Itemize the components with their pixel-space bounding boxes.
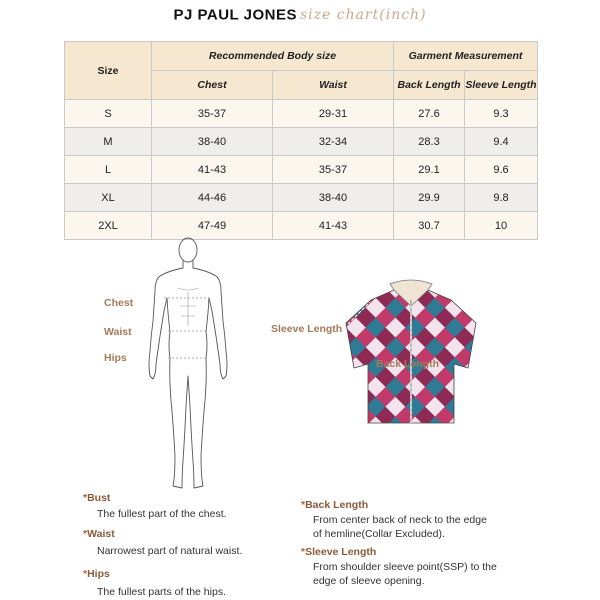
note-sleeve-length-text-1: From shoulder sleeve point(SSP) to the: [313, 561, 497, 573]
cell-back-length: 29.1: [394, 156, 465, 184]
cell-size: 2XL: [65, 212, 152, 240]
cell-back-length: 28.3: [394, 128, 465, 156]
note-bust-text: The fullest part of the chest.: [97, 508, 227, 520]
cell-size: S: [65, 100, 152, 128]
table-row: [65, 156, 538, 184]
polo-shirt-illustration: [336, 278, 486, 428]
table-row: [65, 184, 538, 212]
cell-sleeve-length: 9.8: [465, 184, 538, 212]
header-chest: Chest: [152, 71, 273, 100]
cell-chest: 44-46: [152, 184, 273, 212]
cell-chest: 41-43: [152, 156, 273, 184]
header-sleeve-length: Sleeve Length: [465, 71, 538, 100]
shirt-label-back-length: Back Length: [376, 358, 440, 370]
cell-size: M: [65, 128, 152, 156]
figure-label-hips: Hips: [104, 352, 127, 364]
note-hips-title: *Hips: [83, 568, 110, 580]
note-waist-text: Narrowest part of natural waist.: [97, 545, 243, 557]
brand-name: PJ PAUL JONES: [173, 6, 297, 24]
note-sleeve-length-text-2: edge of sleeve opening.: [313, 575, 425, 587]
cell-sleeve-length: 9.4: [465, 128, 538, 156]
cell-sleeve-length: 9.3: [465, 100, 538, 128]
figure-label-waist: Waist: [104, 326, 132, 338]
header-waist: Waist: [273, 71, 394, 100]
note-back-length-text-2: of hemline(Collar Excluded).: [313, 528, 445, 540]
cell-back-length: 29.9: [394, 184, 465, 212]
cell-waist: 29-31: [273, 100, 394, 128]
table-row: [65, 212, 538, 240]
note-back-length-title: *Back Length: [301, 499, 369, 511]
header-back-length: Back Length: [394, 71, 465, 100]
size-chart-subtitle: size chart(inch): [299, 6, 427, 23]
cell-back-length: 30.7: [394, 212, 465, 240]
note-sleeve-length-title: *Sleeve Length: [301, 546, 377, 558]
cell-waist: 35-37: [273, 156, 394, 184]
body-figure-illustration: [138, 236, 238, 496]
page-title: [0, 6, 600, 32]
table-row: [65, 128, 538, 156]
cell-chest: 47-49: [152, 212, 273, 240]
cell-chest: 38-40: [152, 128, 273, 156]
cell-back-length: 27.6: [394, 100, 465, 128]
header-recommended-body-size: Recommended Body size: [152, 42, 394, 71]
header-garment-measurement: Garment Measurement: [394, 42, 538, 71]
figure-label-chest: Chest: [104, 297, 134, 309]
cell-size: L: [65, 156, 152, 184]
cell-sleeve-length: 10: [465, 212, 538, 240]
note-bust-title: *Bust: [83, 492, 111, 504]
header-size: Size: [65, 42, 152, 100]
note-hips-text: The fullest parts of the hips.: [97, 586, 226, 598]
note-waist-title: *Waist: [83, 528, 115, 540]
note-back-length-text-1: From center back of neck to the edge: [313, 514, 487, 526]
cell-waist: 38-40: [273, 184, 394, 212]
size-table: [64, 41, 538, 240]
cell-waist: 32-34: [273, 128, 394, 156]
cell-chest: 35-37: [152, 100, 273, 128]
cell-sleeve-length: 9.6: [465, 156, 538, 184]
cell-waist: 41-43: [273, 212, 394, 240]
table-row: [65, 100, 538, 128]
shirt-label-sleeve-length: Sleeve Length: [271, 323, 343, 335]
cell-size: XL: [65, 184, 152, 212]
